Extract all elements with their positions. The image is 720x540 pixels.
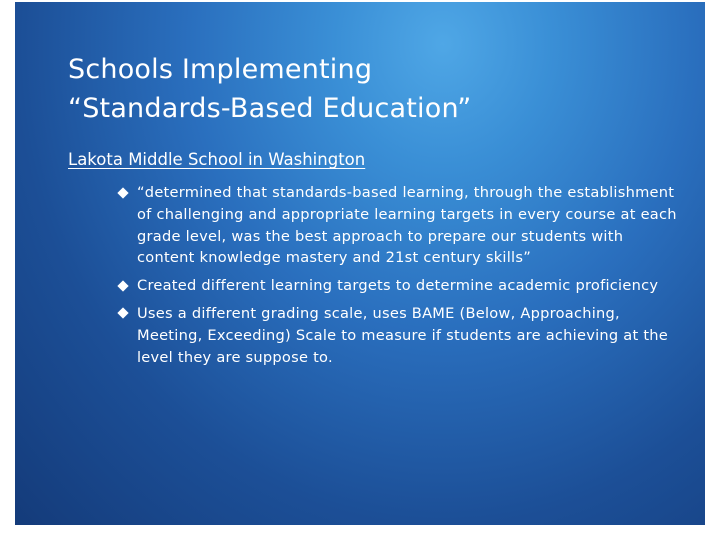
diamond-bullet-icon <box>117 280 128 291</box>
slide-title <box>68 50 688 128</box>
bullet-text: Created different learning targets to determine academic proficiency <box>137 277 659 295</box>
slide-title-line-1: Schools Implementing <box>68 54 373 86</box>
diamond-bullet-icon <box>117 187 128 198</box>
diamond-bullet-icon <box>117 308 128 319</box>
bullet-text: “determined that standards-based learning, through the establishment of challenging and appropriate learning targets in every course at each grade level, was the best approach to prepare our students with content knowledge mastery and 21st century skills” <box>137 184 677 267</box>
bullet-text: Uses a different grading scale, uses BAME (Below, Approaching, Meeting, Exceeding) Scale to measure if students are achieving at the level they are suppose to. <box>137 304 669 366</box>
slide <box>15 2 705 525</box>
school-subheading: Lakota Middle School in Washington <box>68 150 366 169</box>
slide-title-line-2: “Standards-Based Education” <box>68 93 472 125</box>
bullet-item <box>117 275 677 297</box>
bullet-list <box>117 182 677 374</box>
bullet-item <box>117 182 677 269</box>
bullet-item <box>117 303 677 368</box>
